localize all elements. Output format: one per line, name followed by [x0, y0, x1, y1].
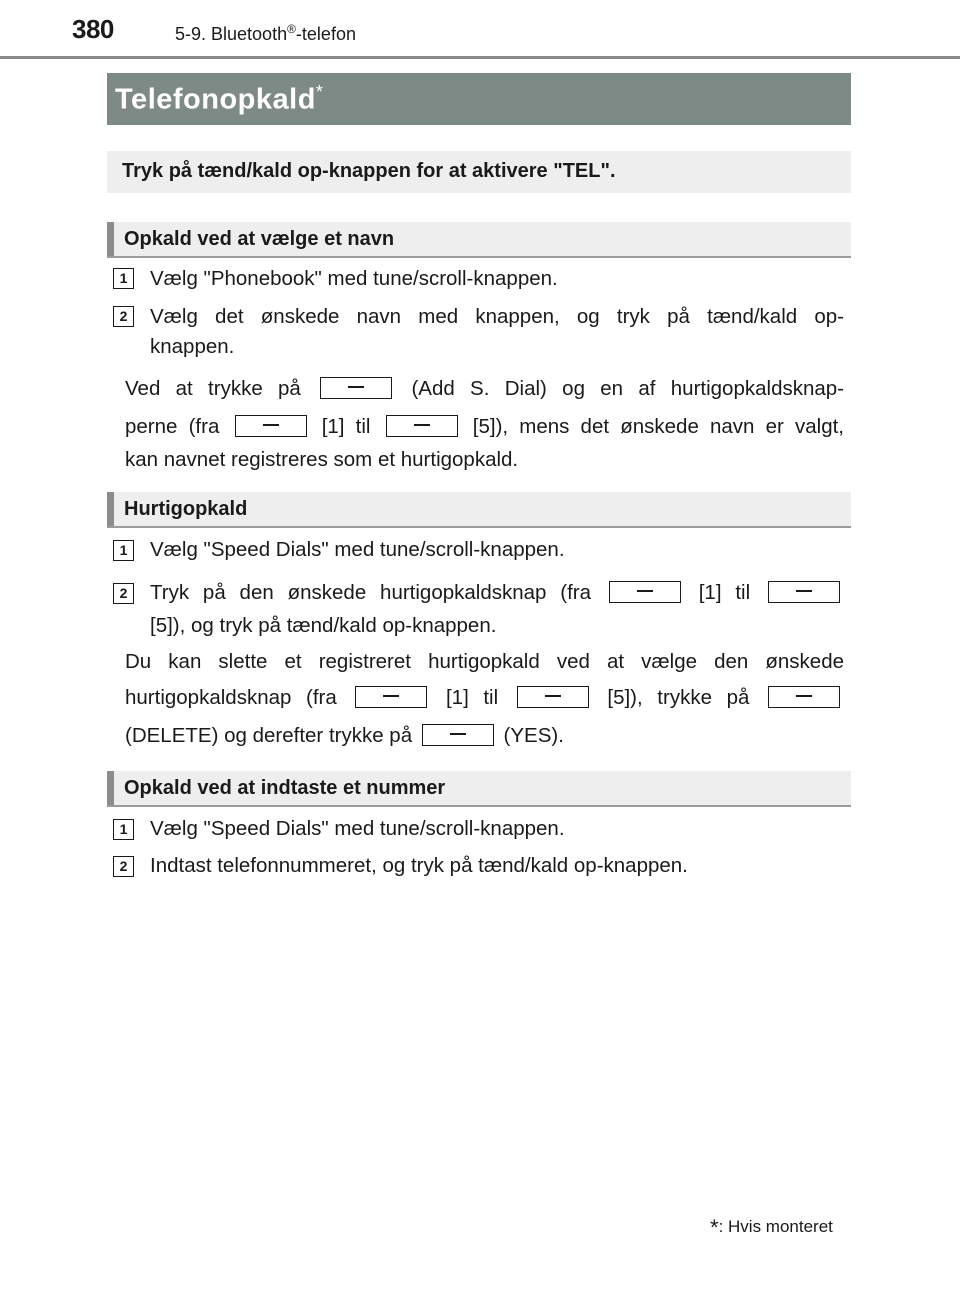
intro-text: Tryk på tænd/kald op-knappen for at aktivere "TEL". [122, 160, 616, 182]
step-text: Vælg det ønskede navn med knappen, og tryk på tænd/kald op- [150, 305, 844, 328]
page-number: 380 [72, 14, 114, 44]
subheader-text: Hurtigopkald [124, 498, 248, 520]
step-text-part: [1] til [698, 581, 751, 604]
registered-mark: ® [287, 22, 296, 36]
note-text: perne (fra [125, 415, 220, 438]
radio-button-icon [768, 581, 840, 603]
radio-button-icon [386, 415, 458, 437]
step-badge: 1 [113, 540, 134, 561]
step-text: Vælg "Speed Dials" med tune/scroll-knappen. [150, 538, 565, 561]
radio-button-icon [355, 686, 427, 708]
title-bar [107, 73, 851, 125]
section-reference [175, 22, 356, 45]
note-text: [5]), mens det ønskede navn er valgt, [472, 415, 845, 438]
radio-button-icon [609, 581, 681, 603]
step-text-part: Tryk på den ønskede hurtigopkaldsknap (fra [150, 581, 592, 604]
radio-button-icon [235, 415, 307, 437]
subheader-speed-dial [107, 492, 851, 528]
intro-box [107, 151, 851, 193]
note-text: (YES). [503, 724, 564, 747]
note-line [125, 377, 844, 401]
page-title [115, 82, 323, 117]
step-badge: 1 [113, 819, 134, 840]
step-text: Indtast telefonnummeret, og tryk på tænd/kald op-knappen. [150, 854, 688, 877]
radio-button-icon [517, 686, 589, 708]
note-text: hurtigopkaldsknap (fra [125, 686, 337, 709]
subheader-select-name [107, 222, 851, 258]
footnote [710, 1215, 833, 1241]
header-divider [0, 56, 960, 59]
title-marker: * [315, 82, 324, 102]
note-line [125, 686, 844, 710]
subheader-enter-number [107, 771, 851, 807]
subheader-text: Opkald ved at indtaste et nummer [124, 777, 446, 799]
step-badge: 1 [113, 268, 134, 289]
radio-button-icon [768, 686, 840, 708]
footnote-text: : Hvis monteret [718, 1217, 833, 1236]
section-prefix: 5-9. Bluetooth [175, 24, 288, 44]
page-title-text: Telefonopkald [115, 83, 316, 116]
section-suffix: -telefon [295, 24, 356, 44]
step-badge: 2 [113, 583, 134, 604]
note-text: (Add S. Dial) og en af hurtigopkaldsknap- [411, 377, 844, 400]
subheader-text: Opkald ved at vælge et navn [124, 228, 395, 250]
note-line [125, 415, 844, 439]
note-line: Du kan slette et registreret hurtigopkald ved at vælge den ønskede [125, 650, 844, 673]
note-text: [1] til [445, 686, 499, 709]
radio-button-icon [320, 377, 392, 399]
step-badge: 2 [113, 856, 134, 877]
step-text [150, 581, 844, 605]
step-text-continued: [5]), og tryk på tænd/kald op-knappen. [150, 614, 497, 637]
step-text: Vælg "Phonebook" med tune/scroll-knappen. [150, 267, 558, 290]
note-text: [5]), trykke på [607, 686, 750, 709]
step-text-continued: knappen. [150, 335, 235, 358]
note-line: kan navnet registreres som et hurtigopkald. [125, 448, 519, 471]
radio-button-icon [422, 724, 494, 746]
note-text: [1] til [321, 415, 371, 438]
note-text: (DELETE) og derefter trykke på [125, 724, 413, 747]
step-badge: 2 [113, 306, 134, 327]
footnote-marker: * [710, 1215, 719, 1240]
note-text: Ved at trykke på [125, 377, 301, 400]
note-line [125, 724, 564, 748]
step-text: Vælg "Speed Dials" med tune/scroll-knappen. [150, 817, 565, 840]
